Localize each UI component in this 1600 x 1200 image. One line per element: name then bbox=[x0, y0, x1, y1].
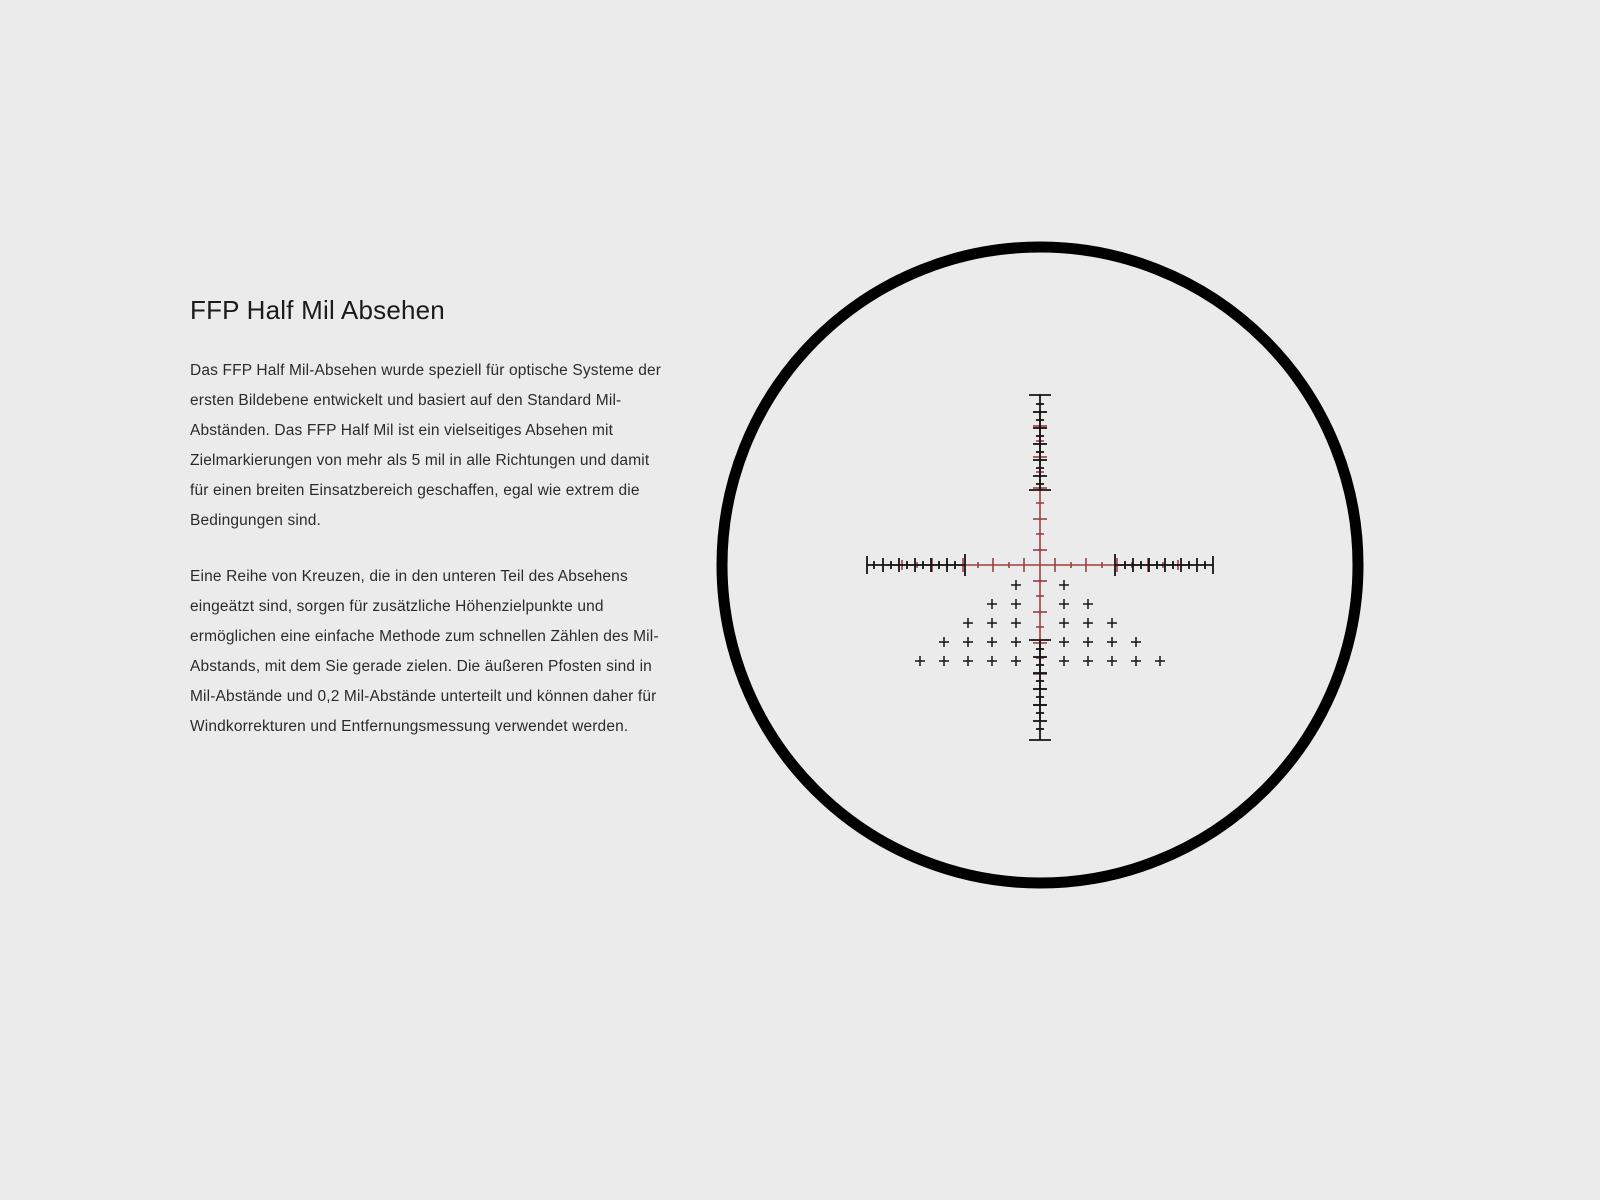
page-title: FFP Half Mil Absehen bbox=[190, 295, 445, 325]
article-paragraph-1: Das FFP Half Mil-Absehen wurde speziell für optische Systeme der ersten Bildebene entwickelt und basiert auf den Standard Mil-Abständen. Das FFP Half Mil ist ein vielseitiges Absehen mit Zielmarkierungen von mehr als 5 mil in alle Richtungen und damit für einen breiten Einsatzbereich geschaffen, egal wie extrem die Bedingungen sind. bbox=[190, 362, 662, 530]
reticle-crosshair bbox=[867, 395, 1213, 740]
scope-view bbox=[715, 240, 1365, 890]
article-paragraph-2: Eine Reihe von Kreuzen, die in den unteren Teil des Absehens eingeätzt sind, sorgen für zusätzliche Höhenzielpunkte und ermöglichen eine einfache Methode zum schnellen Zählen des Mil-Abstands, mit dem Sie gerade zielen. Die äußeren Pfosten sind in Mil-Abstände und 0,2 Mil-Abstände unterteilt und können daher für Windkorrekturen und Entfernungsmessung verwendet werden. bbox=[190, 568, 659, 736]
article-column bbox=[190, 295, 670, 742]
reticle-diagram bbox=[715, 240, 1365, 890]
